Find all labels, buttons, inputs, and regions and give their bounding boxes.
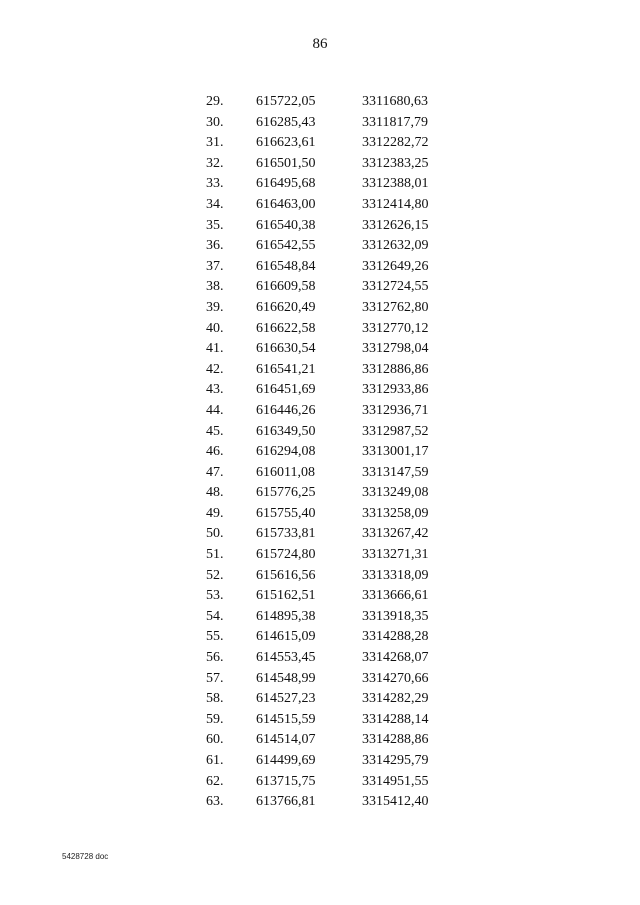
x-coordinate: 614548,99 xyxy=(256,670,316,686)
point-number: 36. xyxy=(206,238,224,254)
point-number: 42. xyxy=(206,361,224,377)
x-coordinate: 616609,58 xyxy=(256,279,316,295)
point-number: 34. xyxy=(206,196,224,212)
table-row xyxy=(0,422,640,443)
point-number: 40. xyxy=(206,320,224,336)
point-number: 57. xyxy=(206,670,224,686)
x-coordinate: 616548,84 xyxy=(256,258,316,274)
x-coordinate: 616540,38 xyxy=(256,217,316,233)
x-coordinate: 616495,68 xyxy=(256,176,316,192)
point-number: 60. xyxy=(206,732,224,748)
y-coordinate: 3313918,35 xyxy=(362,608,429,624)
y-coordinate: 3313267,42 xyxy=(362,526,429,542)
table-row xyxy=(0,236,640,257)
point-number: 35. xyxy=(206,217,224,233)
point-number: 41. xyxy=(206,341,224,357)
point-number: 55. xyxy=(206,629,224,645)
x-coordinate: 616285,43 xyxy=(256,114,316,130)
document-reference: 5428728 doc xyxy=(62,852,109,861)
table-row xyxy=(0,380,640,401)
table-row xyxy=(0,339,640,360)
table-row xyxy=(0,154,640,175)
table-row xyxy=(0,195,640,216)
point-number: 49. xyxy=(206,505,224,521)
table-row xyxy=(0,586,640,607)
y-coordinate: 3312936,71 xyxy=(362,402,429,418)
y-coordinate: 3313271,31 xyxy=(362,547,429,563)
y-coordinate: 3314295,79 xyxy=(362,753,429,768)
y-coordinate: 3312632,09 xyxy=(362,238,429,254)
x-coordinate: 614499,69 xyxy=(256,753,316,768)
y-coordinate: 3312626,15 xyxy=(362,217,429,233)
y-coordinate: 3313001,17 xyxy=(362,444,429,460)
point-number: 61. xyxy=(206,753,224,768)
x-coordinate: 616501,50 xyxy=(256,155,316,171)
table-row xyxy=(0,401,640,422)
y-coordinate: 3312987,52 xyxy=(362,423,429,439)
point-number: 58. xyxy=(206,691,224,707)
table-row xyxy=(0,360,640,381)
y-coordinate: 3314288,28 xyxy=(362,629,429,645)
y-coordinate: 3312649,26 xyxy=(362,258,429,274)
x-coordinate: 616451,69 xyxy=(256,382,316,398)
x-coordinate: 614515,59 xyxy=(256,711,316,727)
y-coordinate: 3312886,86 xyxy=(362,361,429,377)
point-number: 29. xyxy=(206,94,224,109)
table-row xyxy=(0,710,640,731)
table-row xyxy=(0,298,640,319)
table-row xyxy=(0,319,640,340)
point-number: 33. xyxy=(206,176,224,192)
point-number: 37. xyxy=(206,258,224,274)
y-coordinate: 3312762,80 xyxy=(362,299,429,315)
coordinates-table xyxy=(0,92,640,813)
table-row xyxy=(0,669,640,690)
y-coordinate: 3314268,07 xyxy=(362,650,429,666)
y-coordinate: 3311817,79 xyxy=(362,114,428,130)
x-coordinate: 615724,80 xyxy=(256,547,316,563)
x-coordinate: 615755,40 xyxy=(256,505,316,521)
table-row xyxy=(0,524,640,545)
table-row xyxy=(0,772,640,793)
point-number: 39. xyxy=(206,299,224,315)
table-row xyxy=(0,792,640,813)
y-coordinate: 3312282,72 xyxy=(362,135,429,151)
table-row xyxy=(0,730,640,751)
table-row xyxy=(0,133,640,154)
y-coordinate: 3312724,55 xyxy=(362,279,429,295)
x-coordinate: 615616,56 xyxy=(256,567,316,583)
y-coordinate: 3315412,40 xyxy=(362,794,429,810)
table-row xyxy=(0,92,640,113)
y-coordinate: 3313318,09 xyxy=(362,567,429,583)
table-row xyxy=(0,648,640,669)
y-coordinate: 3314270,66 xyxy=(362,670,429,686)
point-number: 48. xyxy=(206,485,224,501)
x-coordinate: 616349,50 xyxy=(256,423,316,439)
x-coordinate: 616630,54 xyxy=(256,341,316,357)
y-coordinate: 3313666,61 xyxy=(362,588,429,604)
y-coordinate: 3314288,14 xyxy=(362,711,429,727)
page-number: 86 xyxy=(312,36,328,52)
x-coordinate: 614527,23 xyxy=(256,691,316,707)
x-coordinate: 616541,21 xyxy=(256,361,316,377)
point-number: 59. xyxy=(206,711,224,727)
y-coordinate: 3312388,01 xyxy=(362,176,429,192)
point-number: 45. xyxy=(206,423,224,439)
table-row xyxy=(0,483,640,504)
point-number: 53. xyxy=(206,588,224,604)
y-coordinate: 3314951,55 xyxy=(362,773,429,789)
point-number: 47. xyxy=(206,464,224,480)
table-row xyxy=(0,277,640,298)
point-number: 46. xyxy=(206,444,224,460)
y-coordinate: 3313249,08 xyxy=(362,485,429,501)
table-row xyxy=(0,113,640,134)
point-number: 51. xyxy=(206,547,224,563)
x-coordinate: 616446,26 xyxy=(256,402,316,418)
table-row xyxy=(0,216,640,237)
y-coordinate: 3313258,09 xyxy=(362,505,429,521)
table-row xyxy=(0,504,640,525)
y-coordinate: 3312414,80 xyxy=(362,196,429,212)
point-number: 50. xyxy=(206,526,224,542)
table-row xyxy=(0,257,640,278)
x-coordinate: 616622,58 xyxy=(256,320,316,336)
x-coordinate: 614514,07 xyxy=(256,732,316,748)
point-number: 54. xyxy=(206,608,224,624)
x-coordinate: 614895,38 xyxy=(256,608,316,624)
table-row xyxy=(0,566,640,587)
point-number: 62. xyxy=(206,773,224,789)
x-coordinate: 616542,55 xyxy=(256,238,316,254)
table-row xyxy=(0,607,640,628)
y-coordinate: 3312798,04 xyxy=(362,341,429,357)
table-row xyxy=(0,174,640,195)
table-row xyxy=(0,751,640,772)
y-coordinate: 3312383,25 xyxy=(362,155,429,171)
point-number: 43. xyxy=(206,382,224,398)
point-number: 32. xyxy=(206,155,224,171)
table-row xyxy=(0,689,640,710)
x-coordinate: 613766,81 xyxy=(256,794,316,810)
y-coordinate: 3314282,29 xyxy=(362,691,429,707)
point-number: 44. xyxy=(206,402,224,418)
point-number: 31. xyxy=(206,135,224,151)
x-coordinate: 613715,75 xyxy=(256,773,316,789)
table-row xyxy=(0,463,640,484)
x-coordinate: 616463,00 xyxy=(256,196,316,212)
point-number: 56. xyxy=(206,650,224,666)
x-coordinate: 615162,51 xyxy=(256,588,316,604)
y-coordinate: 3312770,12 xyxy=(362,320,429,336)
point-number: 30. xyxy=(206,114,224,130)
x-coordinate: 616623,61 xyxy=(256,135,316,151)
point-number: 63. xyxy=(206,794,224,810)
y-coordinate: 3312933,86 xyxy=(362,382,429,398)
y-coordinate: 3314288,86 xyxy=(362,732,429,748)
x-coordinate: 615733,81 xyxy=(256,526,316,542)
x-coordinate: 615776,25 xyxy=(256,485,316,501)
x-coordinate: 615722,05 xyxy=(256,94,316,109)
x-coordinate: 616620,49 xyxy=(256,299,316,315)
point-number: 38. xyxy=(206,279,224,295)
table-row xyxy=(0,627,640,648)
point-number: 52. xyxy=(206,567,224,583)
x-coordinate: 614553,45 xyxy=(256,650,316,666)
x-coordinate: 616294,08 xyxy=(256,444,316,460)
table-row xyxy=(0,442,640,463)
x-coordinate: 616011,08 xyxy=(256,464,315,480)
y-coordinate: 3311680,63 xyxy=(362,94,428,109)
x-coordinate: 614615,09 xyxy=(256,629,316,645)
y-coordinate: 3313147,59 xyxy=(362,464,429,480)
table-row xyxy=(0,545,640,566)
